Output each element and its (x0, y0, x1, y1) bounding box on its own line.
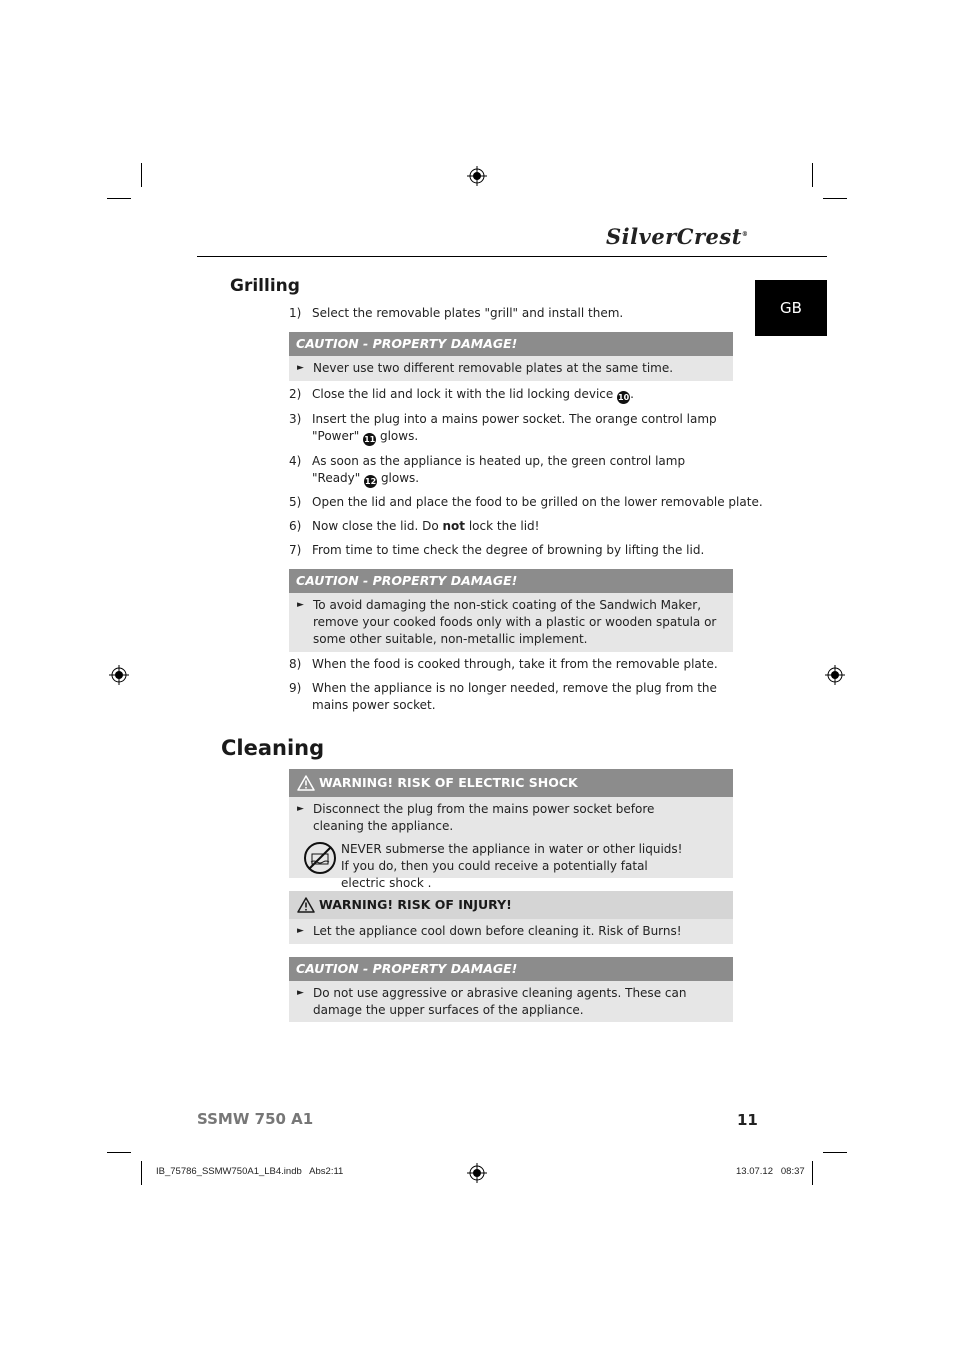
section-title-cleaning: Cleaning (221, 736, 325, 760)
step-text: When the food is cooked through, take it from the removable plate. (312, 657, 718, 671)
warning-title: WARNING! RISK OF INJURY! (289, 891, 733, 919)
warning-item (289, 919, 733, 944)
reference-number-icon: 12 (365, 477, 377, 486)
caution-box (289, 332, 733, 381)
step-text: Select the removable plates "grill" and install them. (312, 306, 624, 320)
header-rule (197, 256, 827, 257)
caution-item (289, 981, 733, 1023)
caution-title: CAUTION - PROPERTY DAMAGE! (289, 957, 733, 981)
registration-mark-icon (467, 166, 487, 186)
caution-text: To avoid damaging the non-stick coating of the Sandwich Maker, remove your cooked foods only with a plastic or wooden spatula or some other suitable, non-metallic implement. (313, 598, 717, 646)
step-text: Close the lid and lock it with the lid locking device 10. (312, 387, 634, 402)
warning-text: Disconnect the plug from the mains power socket before cleaning the appliance. (313, 802, 655, 833)
arrow-bullet-icon: ► (297, 988, 304, 998)
step-5 (289, 494, 763, 511)
step-number: 5) (289, 495, 302, 509)
crop-mark (812, 1161, 813, 1185)
warning-box (289, 891, 733, 944)
brand-logo: SilverCrest® (606, 224, 749, 249)
caution-text: Never use two different removable plates at the same time. (313, 361, 674, 375)
step-text: As soon as the appliance is heated up, the green control lamp "Ready" 12 glows. (312, 454, 686, 486)
language-tab: GB (755, 280, 827, 336)
caution-title: CAUTION - PROPERTY DAMAGE! (289, 332, 733, 356)
step-number: 2) (289, 387, 302, 401)
arrow-bullet-icon: ► (297, 804, 304, 814)
print-slug-date: 13.07.12 08:37 (736, 1166, 805, 1177)
warning-triangle-icon (297, 775, 315, 791)
step-4 (289, 453, 733, 488)
crop-mark (823, 198, 847, 199)
warning-triangle-icon (297, 897, 315, 913)
step-8 (289, 656, 733, 673)
crop-mark (141, 1161, 142, 1185)
registration-mark-icon (825, 665, 845, 685)
section-title-grilling: Grilling (230, 276, 300, 296)
caution-item (289, 593, 733, 652)
no-immersion-note (289, 839, 733, 896)
arrow-bullet-icon: ► (297, 363, 304, 373)
caution-item (289, 356, 733, 381)
crop-mark (812, 163, 813, 187)
step-number: 1) (289, 306, 302, 320)
step-number: 4) (289, 454, 302, 468)
warning-item (289, 797, 733, 839)
crop-mark (107, 198, 131, 199)
warning-title: WARNING! RISK OF ELECTRIC SHOCK (289, 769, 733, 797)
warning-text: Let the appliance cool down before cleaning it. Risk of Burns! (313, 924, 682, 938)
model-number: SSMW 750 A1 (197, 1110, 314, 1128)
caution-box (289, 957, 733, 1022)
step-9 (289, 680, 733, 714)
step-number: 3) (289, 412, 302, 426)
step-number: 8) (289, 657, 302, 671)
step-3 (289, 411, 733, 446)
step-text: Insert the plug into a mains power socket. The orange control lamp "Power" 11 glows. (312, 412, 717, 444)
step-number: 7) (289, 543, 302, 557)
step-text: From time to time check the degree of browning by lifting the lid. (312, 543, 705, 557)
no-immersion-icon (303, 841, 337, 875)
step-number: 6) (289, 519, 302, 533)
crop-mark (141, 163, 142, 187)
reference-number-icon: 10 (618, 393, 630, 402)
arrow-bullet-icon: ► (297, 926, 304, 936)
caution-title: CAUTION - PROPERTY DAMAGE! (289, 569, 733, 593)
step-text: Open the lid and place the food to be grilled on the lower removable plate. (312, 495, 763, 509)
step-6 (289, 518, 733, 535)
print-slug-file: IB_75786_SSMW750A1_LB4.indb Abs2:11 (156, 1166, 344, 1177)
step-2 (289, 386, 733, 404)
step-1 (289, 305, 733, 322)
caution-text: Do not use aggressive or abrasive cleaning agents. These can damage the upper surfaces of the appliance. (313, 986, 687, 1017)
arrow-bullet-icon: ► (297, 600, 304, 610)
caution-box (289, 569, 733, 652)
page-number: 11 (737, 1111, 758, 1129)
registration-mark-icon (109, 665, 129, 685)
registration-mark-icon (467, 1163, 487, 1183)
note-text: NEVER submerse the appliance in water or other liquids! If you do, then you could receive a potentially fatal electric shock . (341, 842, 683, 890)
step-text: Now close the lid. Do not lock the lid! (312, 519, 540, 533)
reference-number-icon: 11 (364, 435, 376, 444)
step-number: 9) (289, 681, 302, 695)
step-7 (289, 542, 733, 559)
warning-box (289, 769, 733, 890)
step-text: When the appliance is no longer needed, remove the plug from the mains power socket. (312, 681, 717, 712)
crop-mark (107, 1152, 131, 1153)
crop-mark (823, 1152, 847, 1153)
